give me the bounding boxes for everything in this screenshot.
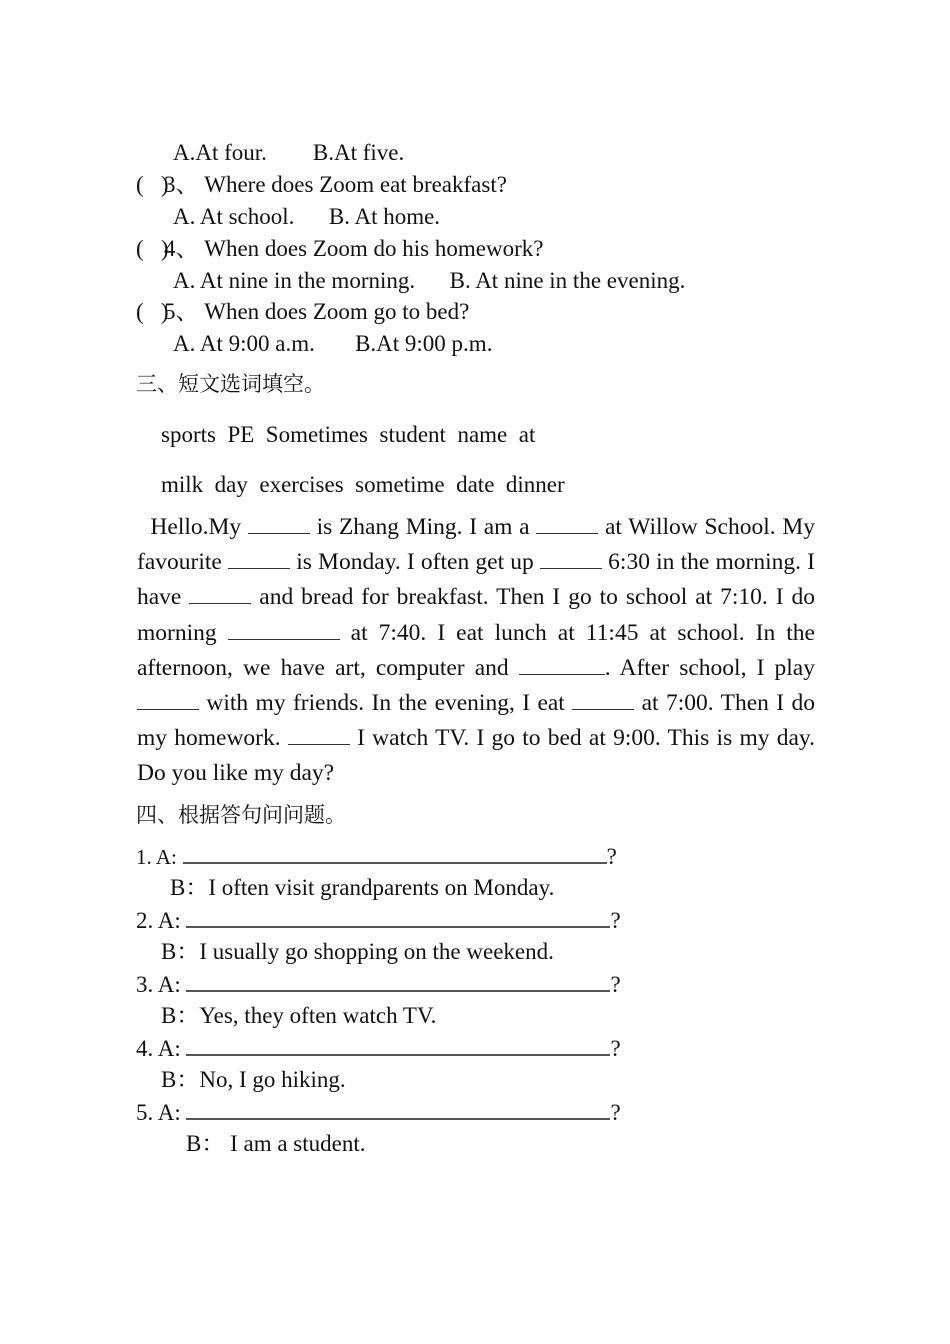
answer-line-1[interactable] <box>183 842 607 864</box>
q5-prompt: 5、 When does Zoom go to bed? <box>164 299 470 324</box>
q3-options: A. At school. B. At home. <box>173 204 441 229</box>
blank-10[interactable] <box>288 726 350 745</box>
blank-2[interactable] <box>536 515 598 534</box>
section3-heading: 三、短文选词填空。 <box>136 372 325 396</box>
blank-3[interactable] <box>228 550 290 569</box>
blank-7[interactable] <box>519 656 605 675</box>
word-bank-row-2: milk day exercises sometime date dinner <box>161 472 565 497</box>
answer-line-4[interactable] <box>186 1034 610 1056</box>
qa-item-4-question: 4. A: ? <box>136 1036 621 1061</box>
qa-item-3-answer: B：Yes, they often watch TV. <box>161 1003 437 1028</box>
q4-prompt: 4、 When does Zoom do his homework? <box>164 236 544 261</box>
q4-bracket[interactable]: ( ) <box>136 236 169 261</box>
blank-9[interactable] <box>572 691 634 710</box>
q4-options: A. At nine in the morning. B. At nine in the evening. <box>173 268 686 293</box>
blank-1[interactable] <box>248 515 310 534</box>
qa-item-1-answer: B：I often visit grandparents on Monday. <box>170 875 555 900</box>
blank-8[interactable] <box>137 691 199 710</box>
section4-heading: 四、根据答句问问题。 <box>136 803 346 827</box>
answer-line-2[interactable] <box>186 906 610 928</box>
word-bank-row-1: sports PE Sometimes student name at <box>161 422 536 447</box>
q5-bracket[interactable]: ( ) <box>136 299 169 324</box>
blank-6[interactable] <box>228 621 340 640</box>
qa-item-3-question: 3. A: ? <box>136 972 621 997</box>
blank-4[interactable] <box>540 550 602 569</box>
blank-5[interactable] <box>189 585 251 604</box>
q3-prompt: 3、 Where does Zoom eat breakfast? <box>164 172 507 197</box>
qa-item-5-answer: B： I am a student. <box>186 1131 366 1156</box>
q3-bracket[interactable]: ( ) <box>136 172 169 197</box>
answer-line-3[interactable] <box>186 970 610 992</box>
qa-item-2-question: 2. A: ? <box>136 908 621 933</box>
q2-options: A.At four. B.At five. <box>173 140 405 165</box>
qa-item-4-answer: B：No, I go hiking. <box>161 1067 346 1092</box>
q5-options: A. At 9:00 a.m. B.At 9:00 p.m. <box>173 331 493 356</box>
qa-item-1-question: 1. A: ? <box>136 844 617 869</box>
cloze-passage: Hello.My is Zhang Ming. I am a at Willow School. My favourite is Monday. I often get up 6:30 in the morning. I have and bread for breakfast. Then I go to school at 7:10. I do morning at 7:40. I eat lunch at 11:45 at school. In the afternoon, we have art, computer and . After school, I play with my friends. In the evening, I eat at 7:00. Then I do my homework. I watch TV. I go to bed at 9:00. This is my day. Do you like my day? <box>137 514 816 787</box>
qa-item-5-question: 5. A: ? <box>136 1100 621 1125</box>
qa-item-2-answer: B：I usually go shopping on the weekend. <box>161 939 554 964</box>
answer-line-5[interactable] <box>186 1098 610 1120</box>
